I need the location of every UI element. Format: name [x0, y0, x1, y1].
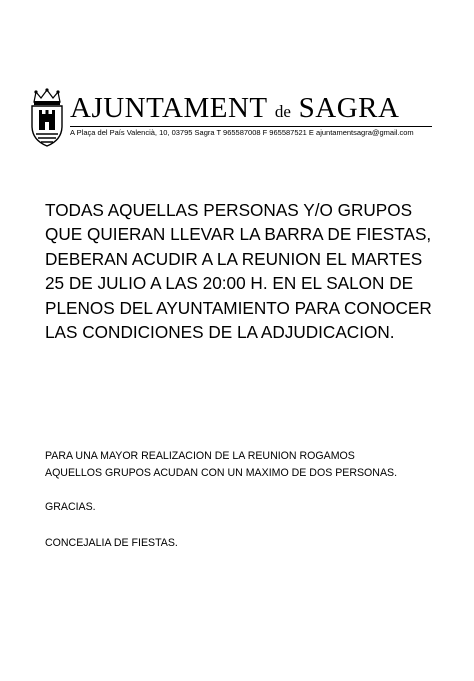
- thanks-text: GRACIAS.: [45, 501, 96, 513]
- title-de: de: [274, 102, 291, 121]
- letterhead-address: A Plaça del País Valencià, 10, 03795 Sagra T 965587008 F 965587521 E ajuntamentsagra@gmail.com: [70, 128, 414, 137]
- notice-line: QUE QUIERAN LLEVAR LA BARRA DE FIESTAS,: [45, 224, 432, 245]
- footer-paragraph-line: PARA UNA MAYOR REALIZACION DE LA REUNION ROGAMOS: [45, 450, 355, 462]
- notice-line: 25 DE JULIO A LAS 20:00 H. EN EL SALON DE: [45, 273, 414, 294]
- notice-line: TODAS AQUELLAS PERSONAS Y/O GRUPOS: [45, 200, 413, 220]
- town-crest-icon: [28, 88, 66, 148]
- letterhead: [28, 88, 438, 150]
- notice-line: DEBERAN ACUDIR A LA REUNION EL MARTES: [45, 248, 423, 269]
- footer-paragraph: [45, 448, 397, 482]
- title-place: SAGRA: [298, 92, 400, 124]
- letterhead-title: [70, 92, 399, 128]
- title-main: AJUNTAMENT: [70, 92, 268, 124]
- main-notice: [45, 198, 455, 344]
- footer-paragraph-line: AQUELLOS GRUPOS ACUDAN CON UN MAXIMO DE DOS PERSONAS.: [45, 467, 398, 479]
- signature-text: CONCEJALIA DE FIESTAS.: [45, 537, 178, 549]
- notice-line: LAS CONDICIONES DE LA ADJUDICACION.: [45, 322, 395, 343]
- notice-line: PLENOS DEL AYUNTAMIENTO PARA CONOCER: [45, 297, 432, 318]
- letterhead-rule: [70, 126, 432, 127]
